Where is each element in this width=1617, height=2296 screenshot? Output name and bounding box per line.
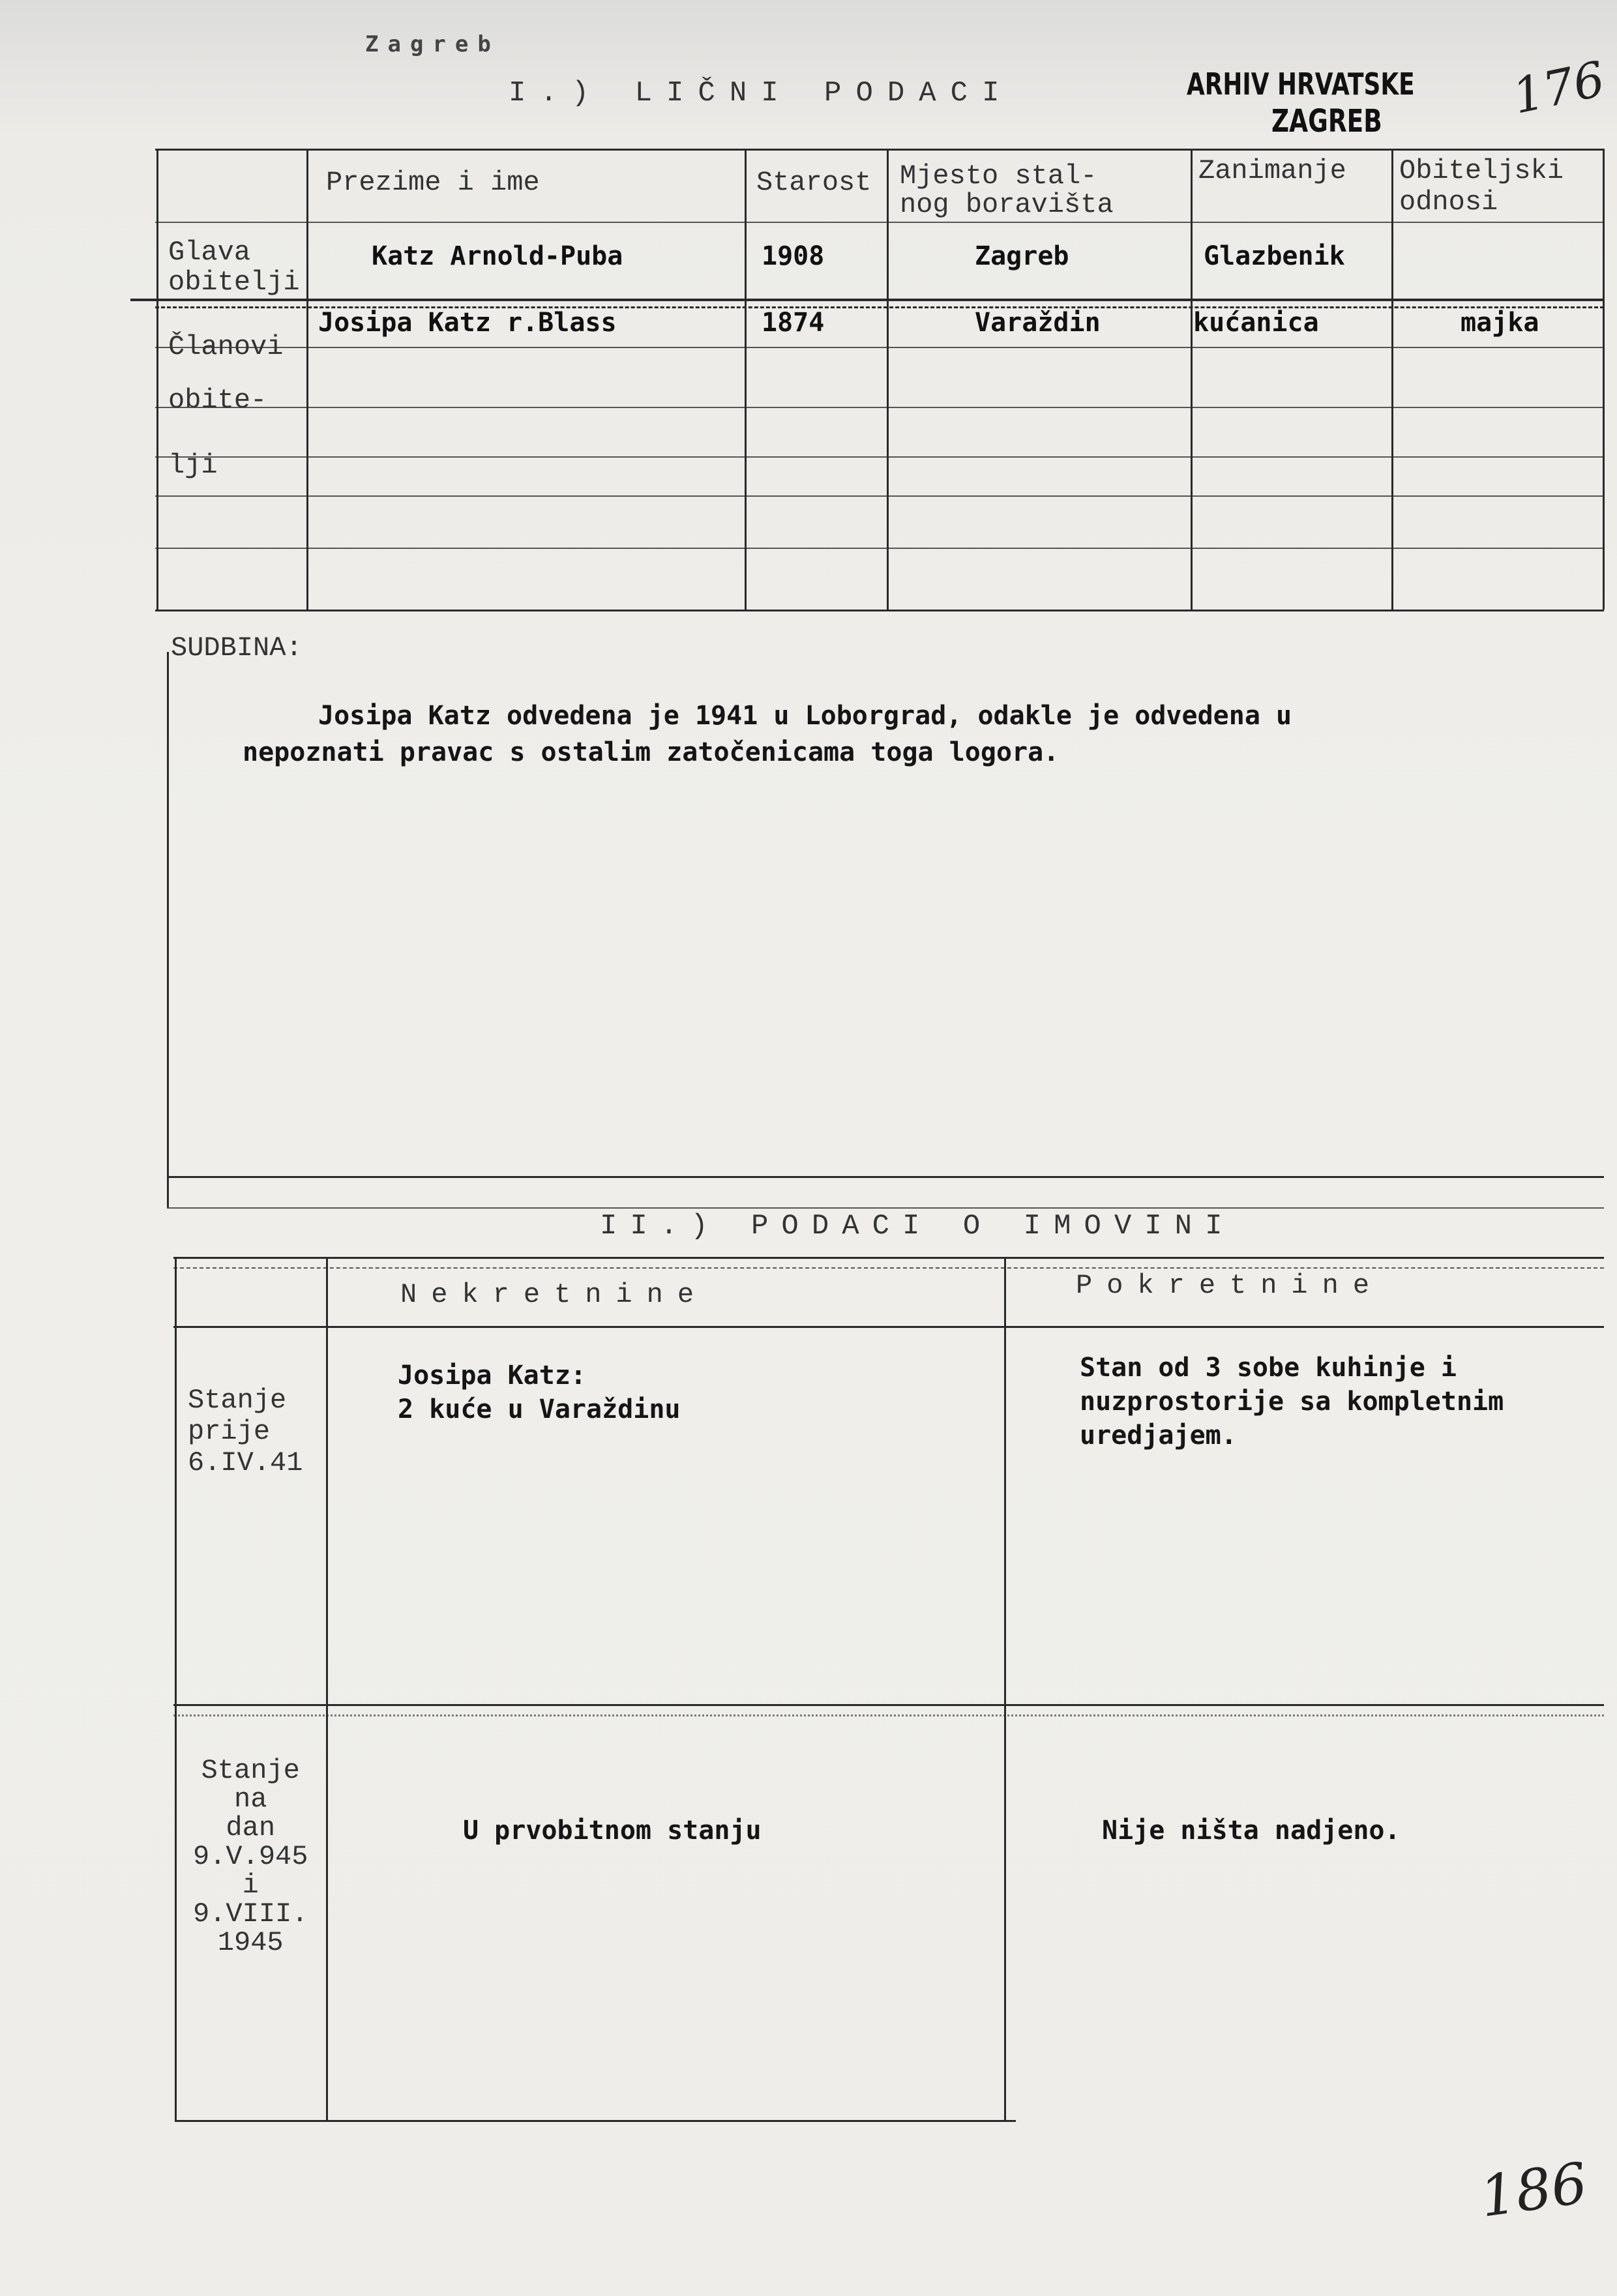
property-row-2-real-estate: U prvobitnom stanju [463, 1816, 762, 1846]
head-name: Katz Arnold-Puba [372, 241, 623, 271]
col-header-real-estate: Nekretnine [400, 1279, 709, 1310]
fate-text-line1: Josipa Katz odvedena je 1941 u Loborgrad, odakle je odvedena u [318, 701, 1292, 731]
section2-title: II.) PODACI O IMOVINI [600, 1210, 1236, 1243]
col-header-age: Starost [756, 167, 872, 198]
row-label-members-2: obite- [168, 385, 267, 416]
member-family: majka [1461, 308, 1539, 338]
col-header-occupation: Zanimanje [1198, 155, 1346, 186]
archive-stamp-line1: ARHIV HRVATSKE [1187, 66, 1415, 102]
archive-stamp-line2: ZAGREB [1271, 103, 1382, 140]
row-label-members-3: lji [168, 450, 218, 481]
head-occupation: Glazbenik [1204, 241, 1345, 271]
head-age: 1908 [762, 241, 825, 271]
col-header-residence: Mjesto stal- nog boravišta [900, 160, 1114, 220]
property-row-2-movable: Nije ništa nadjeno. [1102, 1816, 1401, 1846]
col-header-name: Prezime i ime [326, 167, 540, 198]
fate-text-line2: nepoznati pravac s ostalim zatočenicama toga logora. [243, 737, 1060, 767]
col-header-family: Obiteljski odnosi [1399, 155, 1564, 218]
property-row-1-real-estate: Josipa Katz: 2 kuće u Varaždinu [398, 1361, 681, 1424]
member-occupation: kućanica [1193, 308, 1319, 338]
col-header-movable: Pokretnine [1076, 1270, 1384, 1301]
row-label-members-1: Članovi [168, 331, 284, 362]
fate-label: SUDBINA: [171, 632, 303, 664]
row-label-head: Glava obitelji [168, 237, 300, 298]
member-name: Josipa Katz r.Blass [318, 308, 617, 338]
head-residence: Zagreb [975, 241, 1069, 271]
top-city-text: Zagreb [365, 31, 500, 57]
member-age: 1874 [762, 308, 825, 338]
page-number-bottom: 186 [1476, 2151, 1592, 2230]
property-row-2-label: Stanje na dan 9.V.945 i 9.VIII. 1945 [193, 1755, 308, 1958]
member-residence: Varaždin [975, 308, 1101, 338]
property-row-1-movable: Stan od 3 sobe kuhinje i nuzprostorije sa kompletnim uredjajem. [1080, 1353, 1504, 1450]
section1-title: I.) LIČNI PODACI [509, 77, 1014, 110]
page-number-top: 176 [1507, 51, 1610, 125]
property-row-1-label: Stanje prije 6.IV.41 [188, 1385, 303, 1479]
